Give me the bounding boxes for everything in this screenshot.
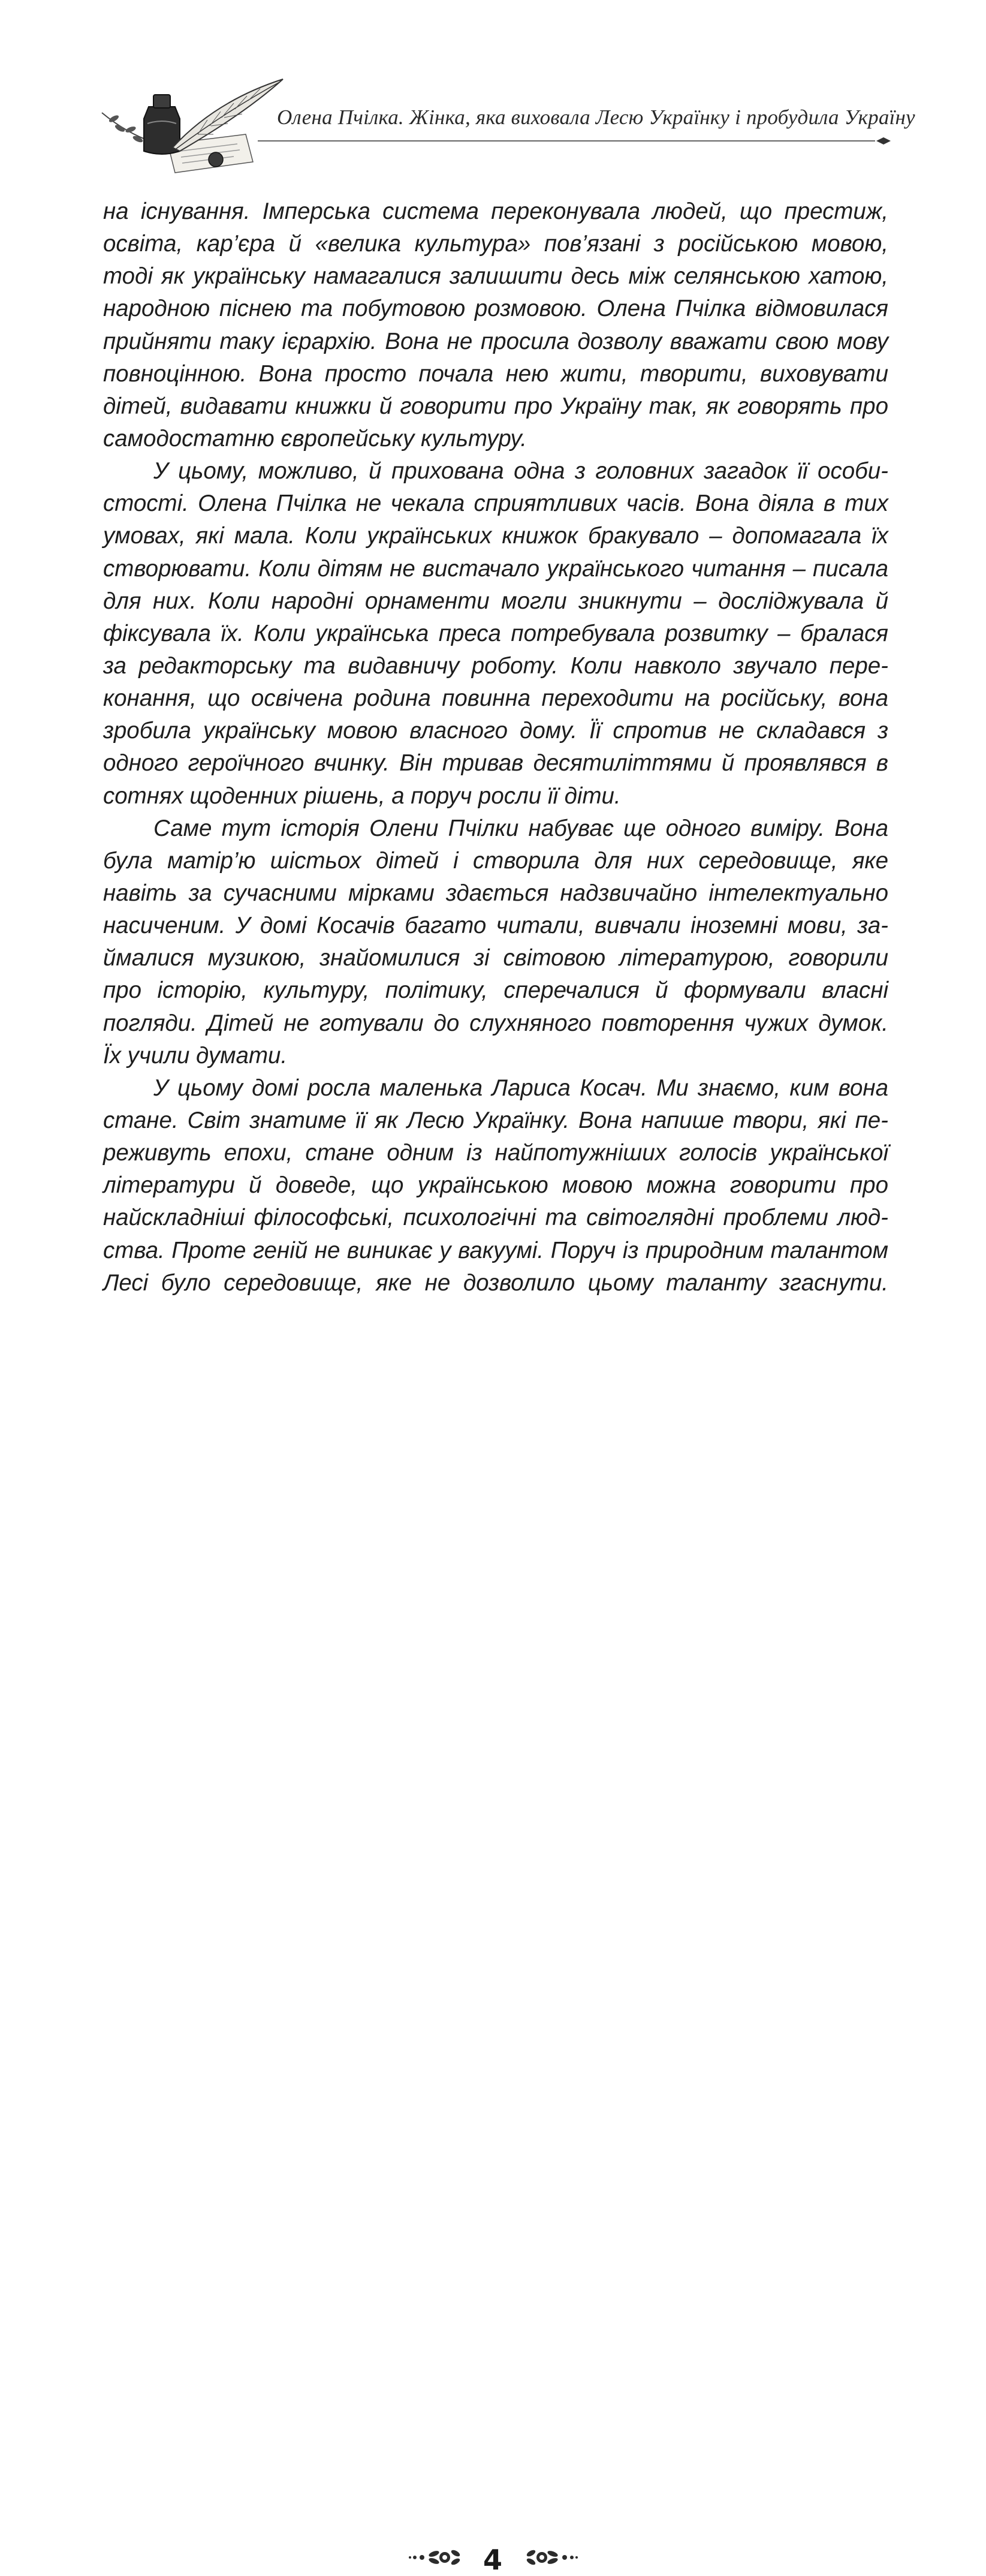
text-line: прийняти таку ієрархію. Вона не просила дозволу вважати свою мову xyxy=(103,328,888,354)
body-text xyxy=(103,195,888,1299)
text-line: Лесі було середовище, яке не дозволило цьому таланту згаснути. xyxy=(103,1269,888,1296)
text-line: про історію, культуру, політику, сперечалися й формували власні xyxy=(103,977,888,1004)
text-line: У цьому, можливо, й прихована одна з головних загадок її особи- xyxy=(153,458,888,484)
text-line: умовах, які мала. Коли українських книжок бракувало – допомагала їх xyxy=(103,523,888,549)
text-line: фіксувала їх. Коли українська преса потребувала розвитку – бралася xyxy=(103,620,888,646)
text-line: стості. Олена Пчілка не чекала сприятливих часів. Вона діяла в тих xyxy=(103,490,888,517)
text-line: конання, що освічена родина повинна переходити на російську, вона xyxy=(103,685,888,712)
text-line: реживуть епохи, стане одним із найпотужніших голосів української xyxy=(103,1140,888,1166)
text-line: стане. Світ знатиме її як Лесю Українку. Вона напише твори, які пе- xyxy=(103,1107,888,1133)
running-header-title: Олена Пчілка. Жінка, яка виховала Лесю Українку і пробудила Україну xyxy=(277,106,915,129)
text-line: самодостатню європейську культуру. xyxy=(103,425,527,452)
text-line: одного героїчного вчинку. Він тривав десятиліттями й проявлявся в xyxy=(103,750,888,777)
text-line: народною піснею та побутовою розмовою. Олена Пчілка відмовилася xyxy=(103,296,888,322)
text-line: зробила українську мовою власного дому. Її спротив не складався з xyxy=(103,718,888,744)
page-footer xyxy=(0,1271,986,2576)
inkwell-quill-icon xyxy=(96,77,288,179)
page-number: 4 xyxy=(483,2544,502,2576)
text-line: У цьому домі росла маленька Лариса Косач. Ми знаємо, ким вона xyxy=(153,1075,888,1101)
page-header xyxy=(0,0,986,192)
text-line: найскладніші філософські, психологічні та світоглядні проблеми люд- xyxy=(103,1205,888,1231)
text-line: ства. Проте геній не виникає у вакуумі. Поруч із природним талантом xyxy=(103,1237,888,1263)
text-line: створювати. Коли дітям не вистачало українського читання – писала xyxy=(103,555,888,582)
text-line: повноцінною. Вона просто почала нею жити, творити, виховувати xyxy=(103,360,888,387)
text-line: за редакторську та видавничу роботу. Коли навколо звучало пере- xyxy=(103,652,888,679)
text-line: дітей, видавати книжки й говорити про Україну так, як говорять про xyxy=(103,393,888,419)
floral-ornament-icon xyxy=(409,2548,463,2566)
header-divider xyxy=(258,137,893,145)
text-line: для них. Коли народні орнаменти могли зникнути – досліджувала й xyxy=(103,588,888,614)
text-line: освіта, кар’єра й «велика культура» пов’язані з російською мовою, xyxy=(103,231,888,257)
floral-ornament-icon xyxy=(524,2548,578,2566)
text-line: Саме тут історія Олени Пчілки набуває ще одного виміру. Вона xyxy=(153,815,888,841)
text-line: погляди. Дітей не готували до слухняного повторення чужих думок. xyxy=(103,1010,888,1036)
text-line: на існування. Імперська система переконувала людей, що престиж, xyxy=(103,198,888,224)
text-line: навіть за сучасними мірками здається надзвичайно інтелектуально xyxy=(103,880,888,906)
text-line: насиченим. У домі Косачів багато читали, вивчали іноземні мови, за- xyxy=(103,913,888,939)
text-line: тоді як українську намагалися залишити десь між селянською хатою, xyxy=(103,263,888,290)
text-line: ймалися музикою, знайомилися зі світовою літературою, говорили xyxy=(103,945,888,971)
text-line: сотнях щоденних рішень, а поруч росли її діти. xyxy=(103,783,621,809)
text-line: була матір’ю шістьох дітей і створила для них середовище, яке xyxy=(103,847,888,874)
text-line: літератури й доведе, що українською мовою можна говорити про xyxy=(103,1172,888,1199)
text-line: Їх учили думати. xyxy=(103,1042,288,1069)
